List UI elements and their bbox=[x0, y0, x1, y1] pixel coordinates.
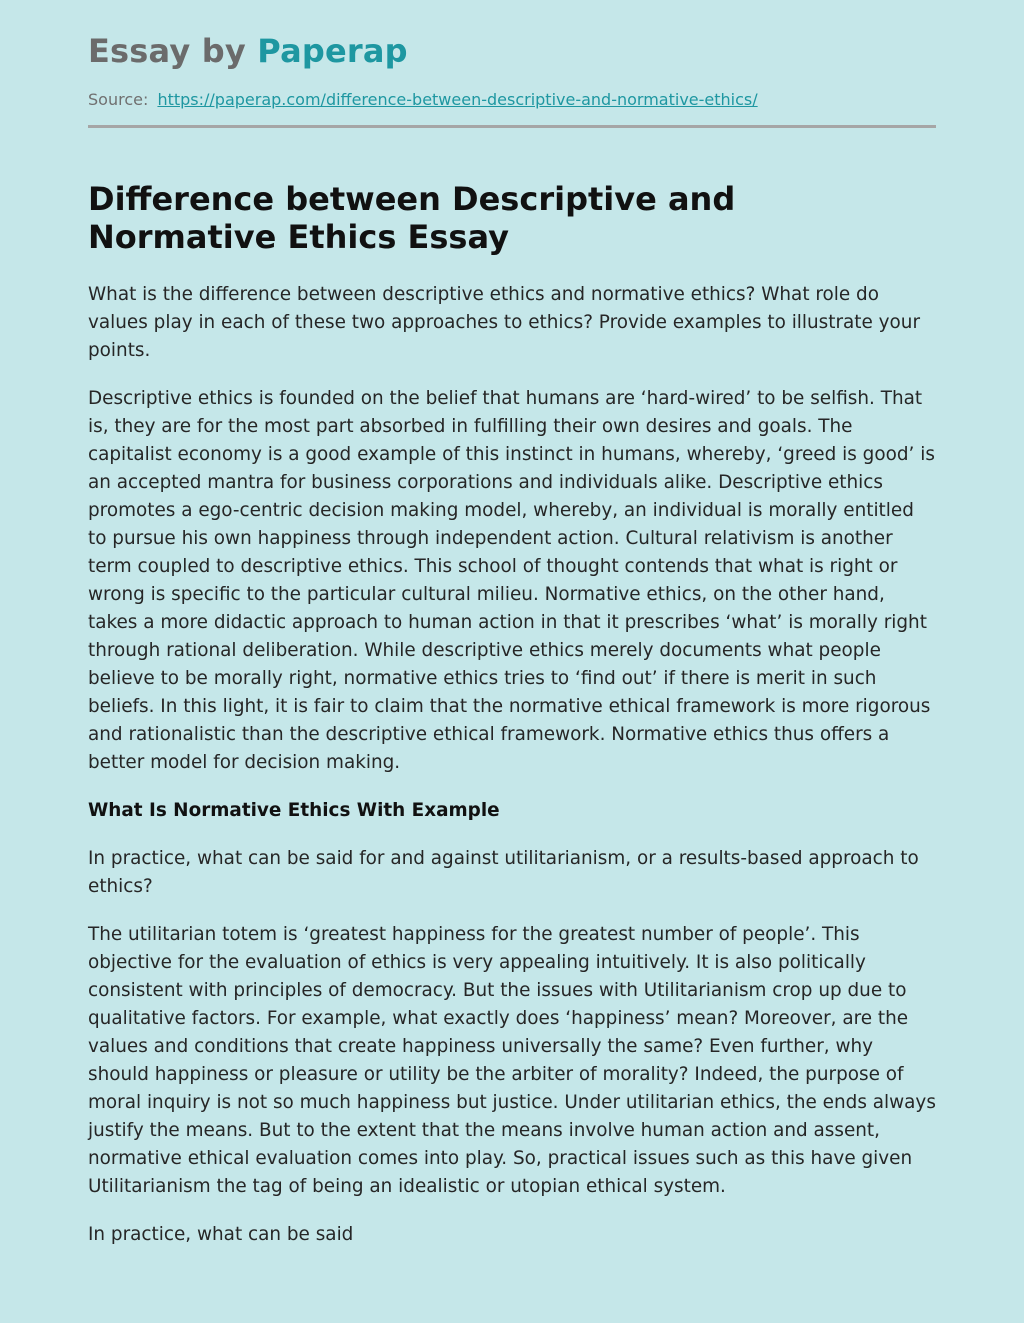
source-label: Source: bbox=[88, 90, 149, 109]
article-paragraph: The utilitarian totem is ‘greatest happiness for the greatest number of people’. This objective for the evaluation of ethics is very appealing intuitively. It is also politically consistent with principles of democracy. But the issues with Utilitarianism crop up due to qualitative factors. For example, what exactly does ‘happiness’ mean? Moreover, are the values and conditions that create happiness universally the same? Even further, why should happiness or pleasure or utility be the arbiter of morality? Indeed, the purpose of moral inquiry is not so much happiness but justice. Under utilitarian ethics, the ends always justify the means. But to the extent that the means involve human action and assent, normative ethical evaluation comes into play. So, practical issues such as this have given Utilitarianism the tag of being an idealistic or utopian ethical system. bbox=[88, 924, 936, 1197]
article-paragraph: In practice, what can be said for and against utilitarianism, or a results-based approach to ethics? bbox=[88, 848, 919, 897]
source-link[interactable]: https://paperap.com/difference-between-descriptive-and-normative-ethics/ bbox=[157, 90, 758, 109]
article-title: Difference between Descriptive and Normative Ethics Essay bbox=[88, 180, 736, 256]
header-divider bbox=[88, 125, 936, 128]
brand-prefix: Essay by bbox=[88, 32, 246, 70]
article-paragraph: What is the difference between descriptive ethics and normative ethics? What role do values play in each of these two approaches to ethics? Provide examples to illustrate your points. bbox=[88, 284, 921, 361]
article-paragraph: In practice, what can be said bbox=[88, 1224, 354, 1245]
source-line bbox=[88, 89, 936, 111]
article-subheading: What Is Normative Ethics With Example bbox=[88, 800, 500, 821]
brand-name: Paperap bbox=[257, 32, 408, 70]
article-body bbox=[88, 281, 936, 1249]
article-paragraph: Descriptive ethics is founded on the belief that humans are ‘hard-wired’ to be selfish. That is, they are for the most part absorbed in fulfilling their own desires and goals. The capitalist economy is a good example of this instinct in humans, whereby, ‘greed is good’ is an accepted mantra for business corporations and individuals alike. Descriptive ethics promotes a ego-centric decision making model, whereby, an individual is morally entitled to pursue his own happiness through independent action. Cultural relativism is another term coupled to descriptive ethics. This school of thought contends that what is right or wrong is specific to the particular cultural milieu. Normative ethics, on the other hand, takes a more didactic approach to human action in that it prescribes ‘what’ is morally right through rational deliberation. While descriptive ethics merely documents what people believe to be morally right, normative ethics tries to ‘find out’ if there is merit in such beliefs. In this light, it is fair to claim that the normative ethical framework is more rigorous and rationalistic than the descriptive ethical framework. Normative ethics thus offers a better model for decision making. bbox=[88, 388, 935, 773]
site-brand[interactable] bbox=[88, 0, 936, 71]
